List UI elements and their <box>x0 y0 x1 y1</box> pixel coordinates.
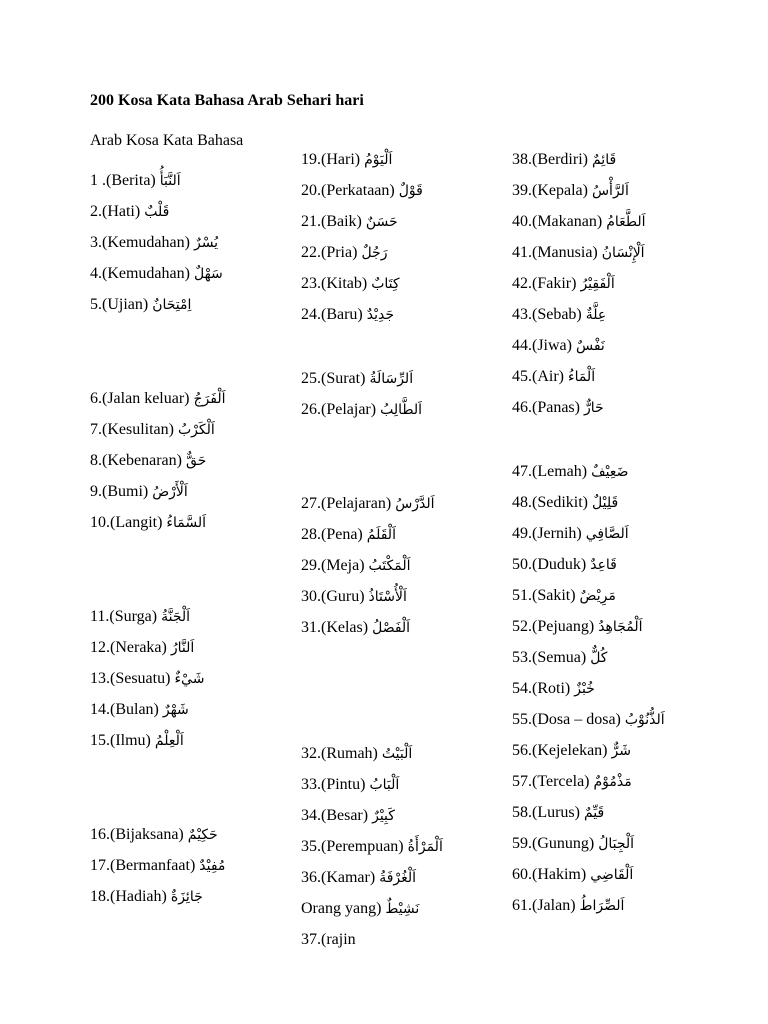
vocab-entry <box>301 618 410 638</box>
vocab-entry <box>301 775 399 795</box>
vocab-label: 15.(Ilmu) <box>90 732 151 749</box>
vocab-entry <box>512 524 629 544</box>
vocab-entry <box>512 710 665 730</box>
vocab-arabic: شَيْءٌ <box>174 671 205 687</box>
vocab-entry <box>512 555 617 575</box>
vocab-arabic: حَسَنٌ <box>365 214 398 230</box>
vocab-label: 45.(Air) <box>512 368 564 385</box>
vocab-arabic: خُبْزٌ <box>574 681 595 697</box>
vocab-arabic: قَيِّمٌ <box>583 805 605 821</box>
vocab-entry <box>512 586 616 606</box>
vocab-entry <box>90 638 194 658</box>
vocab-label: 20.(Perkataan) <box>301 182 395 199</box>
vocab-entry <box>301 744 412 764</box>
vocab-label: 21.(Baik) <box>301 213 362 230</box>
vocab-label: 35.(Perempuan) <box>301 838 404 855</box>
vocab-entry <box>90 731 184 751</box>
vocab-label: 36.(Kamar) <box>301 869 376 886</box>
page-title: 200 Kosa Kata Bahasa Arab Sehari hari <box>90 92 364 109</box>
vocab-label: 51.(Sakit) <box>512 587 576 604</box>
vocab-entry <box>90 264 223 284</box>
vocab-arabic: اَلرِّسَالَةُ <box>369 371 414 387</box>
vocab-entry <box>512 367 595 387</box>
vocab-label: 29.(Meja) <box>301 557 365 574</box>
vocab-label: Orang yang) <box>301 900 382 917</box>
vocab-label: 48.(Sedikit) <box>512 494 588 511</box>
vocab-entry <box>90 233 218 253</box>
vocab-arabic: اَلْفَصْلُ <box>372 620 411 636</box>
vocab-entry <box>512 212 646 232</box>
vocab-entry <box>512 181 629 201</box>
vocab-arabic: كَبِيْرٌ <box>372 808 395 824</box>
vocab-entry <box>301 556 410 576</box>
vocab-entry <box>512 772 632 792</box>
vocab-arabic: عِلَّةٌ <box>585 307 607 323</box>
vocab-arabic: اَلْأُسْتَاذُ <box>368 589 407 605</box>
vocab-entry <box>512 243 645 263</box>
vocab-label: 33.(Pintu) <box>301 776 366 793</box>
vocab-entry <box>512 462 628 482</box>
vocab-arabic: اَلنَّبَأُ <box>159 173 181 189</box>
vocab-entry <box>301 181 423 201</box>
vocab-arabic: مَذْمُوْمٌ <box>593 774 632 790</box>
vocab-arabic: اَلطَّالِبُ <box>380 402 422 418</box>
vocab-entry <box>301 525 396 545</box>
vocab-label: 16.(Bijaksana) <box>90 826 184 843</box>
vocab-label: 11.(Surga) <box>90 608 158 625</box>
vocab-entry <box>512 150 616 170</box>
vocab-label: 46.(Panas) <box>512 399 580 416</box>
vocab-label: 49.(Jernih) <box>512 525 582 542</box>
vocab-arabic: اَلنَّارُ <box>170 640 195 656</box>
vocab-arabic: اَلْقَاضِي <box>590 867 634 883</box>
vocab-arabic: اَلصَّافِي <box>585 526 629 542</box>
vocab-arabic: اَلدَّرْسُ <box>395 496 435 512</box>
vocab-arabic: اَلْأَرْضُ <box>152 484 188 500</box>
vocab-entry <box>512 803 604 823</box>
vocab-label: 56.(Kejelekan) <box>512 742 608 759</box>
vocab-arabic: اَلْبَيْتُ <box>381 746 413 762</box>
vocab-arabic: قَاعِدٌ <box>590 557 617 573</box>
vocab-arabic: اَلْيَوْمُ <box>364 152 393 168</box>
vocab-label: 23.(Kitab) <box>301 275 368 292</box>
vocab-label: 39.(Kepala) <box>512 182 588 199</box>
vocab-entry <box>301 305 394 325</box>
vocab-entry <box>90 389 226 409</box>
vocab-label: 26.(Pelajar) <box>301 401 377 418</box>
vocab-entry <box>512 336 605 356</box>
vocab-label: 9.(Bumi) <box>90 483 149 500</box>
vocab-label: 31.(Kelas) <box>301 619 369 636</box>
vocab-label: 18.(Hadiah) <box>90 888 167 905</box>
vocab-label: 59.(Gunung) <box>512 835 595 852</box>
vocab-label: 41.(Manusia) <box>512 244 598 261</box>
vocab-label: 17.(Bermanfaat) <box>90 857 196 874</box>
vocab-label: 25.(Surat) <box>301 370 366 387</box>
vocab-label: 3.(Kemudahan) <box>90 234 190 251</box>
vocab-arabic: حَكِيْمٌ <box>187 827 218 843</box>
vocab-label: 61.(Jalan) <box>512 897 576 914</box>
vocab-arabic: قَلْبٌ <box>144 204 170 220</box>
vocab-entry <box>301 587 407 607</box>
vocab-label: 27.(Pelajaran) <box>301 495 392 512</box>
vocab-entry <box>301 274 400 294</box>
vocab-arabic: شَهْرٌ <box>162 702 189 718</box>
vocab-label: 44.(Jiwa) <box>512 337 572 354</box>
vocab-entry <box>301 212 398 232</box>
vocab-entry <box>301 930 360 950</box>
vocab-arabic: قَلِيْلٌ <box>592 495 619 511</box>
vocab-arabic: اَلْإِنْسَانُ <box>601 245 645 261</box>
vocab-entry <box>512 617 643 637</box>
vocab-label: 54.(Roti) <box>512 680 571 697</box>
vocab-arabic: ضَعِيْفٌ <box>591 464 629 480</box>
vocab-arabic: يُسْرٌ <box>193 235 219 251</box>
vocab-entry <box>512 274 615 294</box>
vocab-entry <box>301 868 416 888</box>
vocab-label: 13.(Sesuatu) <box>90 670 171 687</box>
vocab-arabic: شَرٌّ <box>611 743 631 759</box>
vocab-arabic: اَلْفَرَجُ <box>193 391 226 407</box>
vocab-arabic: اَلْكَرْبُ <box>177 422 215 438</box>
vocab-label: 53.(Semua) <box>512 649 587 666</box>
vocab-label: 8.(Kebenaran) <box>90 452 182 469</box>
vocab-arabic: مُفِيْدٌ <box>199 858 226 874</box>
vocab-label: 2.(Hati) <box>90 203 141 220</box>
vocab-entry <box>301 400 422 420</box>
vocab-entry <box>90 513 206 533</box>
vocab-entry <box>301 899 419 919</box>
vocab-entry <box>90 295 191 315</box>
vocab-arabic: جَدِيْدٌ <box>366 307 395 323</box>
vocab-entry <box>90 825 218 845</box>
vocab-arabic: اَلْفَقِيْرُ <box>580 276 615 292</box>
vocab-entry <box>90 482 188 502</box>
vocab-entry <box>512 398 604 418</box>
vocab-arabic: اَلسَّمَاءُ <box>166 515 207 531</box>
vocab-label: 22.(Pria) <box>301 244 358 261</box>
vocab-label: 40.(Makanan) <box>512 213 603 230</box>
vocab-entry <box>512 865 633 885</box>
vocab-label: 55.(Dosa – dosa) <box>512 711 621 728</box>
vocab-entry <box>512 305 606 325</box>
vocab-entry <box>512 741 631 761</box>
vocab-entry <box>90 420 215 440</box>
vocab-label: 7.(Kesulitan) <box>90 421 174 438</box>
vocab-label: 43.(Sebab) <box>512 306 582 323</box>
vocab-entry <box>301 494 435 514</box>
vocab-label: 10.(Langit) <box>90 514 163 531</box>
vocab-label: 34.(Besar) <box>301 807 369 824</box>
vocab-label: 58.(Lurus) <box>512 804 580 821</box>
page-subtitle: Arab Kosa Kata Bahasa <box>90 132 244 149</box>
vocab-arabic: اَلذُّنُوْبُ <box>624 712 665 728</box>
vocab-arabic: اَلطَّعَامُ <box>606 214 646 230</box>
vocab-entry <box>90 607 190 627</box>
vocab-entry <box>512 834 634 854</box>
vocab-entry <box>301 243 387 263</box>
vocab-entry <box>512 679 595 699</box>
vocab-label: 30.(Guru) <box>301 588 365 605</box>
vocab-entry <box>90 202 169 222</box>
vocab-arabic: اَلْبَابُ <box>369 777 400 793</box>
vocab-arabic: اَلْمَكْتَبُ <box>368 558 411 574</box>
vocab-arabic: قَوْلٌ <box>398 183 423 199</box>
vocab-label: 1 .(Berita) <box>90 172 156 189</box>
vocab-arabic: كِتَابٌ <box>371 276 400 292</box>
vocab-label: 57.(Tercela) <box>512 773 590 790</box>
vocab-arabic: سَهْلٌ <box>193 266 223 282</box>
vocab-entry <box>301 369 413 389</box>
vocab-label: 47.(Lemah) <box>512 463 588 480</box>
vocab-entry <box>512 648 607 668</box>
vocab-entry <box>90 856 225 876</box>
vocab-label: 6.(Jalan keluar) <box>90 390 190 407</box>
vocab-arabic: اَلْعِلْمُ <box>154 733 184 749</box>
vocab-label: 5.(Ujian) <box>90 296 149 313</box>
vocab-arabic: جَائِزَةٌ <box>170 889 203 905</box>
vocab-label: 12.(Neraka) <box>90 639 167 656</box>
vocab-entry <box>301 150 392 170</box>
vocab-arabic: اَلصِّرَاطُ <box>579 898 625 914</box>
vocab-label: 37.(rajin <box>301 931 356 948</box>
vocab-label: 28.(Pena) <box>301 526 363 543</box>
vocab-arabic: اَلرَّأْسُ <box>591 183 629 199</box>
vocab-arabic: اَلْغُرْفَةُ <box>379 870 417 886</box>
vocab-arabic: نَشِيْطٌ <box>385 901 420 917</box>
vocab-label: 50.(Duduk) <box>512 556 587 573</box>
vocab-entry <box>90 669 204 689</box>
vocab-entry <box>90 171 181 191</box>
vocab-arabic: حَارٌّ <box>583 400 604 416</box>
vocab-arabic: مَرِيْضٌ <box>579 588 616 604</box>
vocab-arabic: اَلْجِبَالُ <box>598 836 635 852</box>
vocab-label: 52.(Pejuang) <box>512 618 595 635</box>
vocab-label: 38.(Berdiri) <box>512 151 588 168</box>
vocab-entry <box>90 451 206 471</box>
vocab-entry <box>512 896 624 916</box>
vocab-arabic: اَلْقَلَمُ <box>366 527 396 543</box>
vocab-entry <box>512 493 618 513</box>
vocab-entry <box>90 700 189 720</box>
vocab-arabic: حَقٌّ <box>185 453 207 469</box>
vocab-arabic: نَفْسٌ <box>575 338 605 354</box>
vocab-arabic: قَائِمٌ <box>591 152 617 168</box>
vocab-arabic: اَلْمَرْأَةُ <box>407 839 443 855</box>
vocab-arabic: اِمْتِحَانٌ <box>152 297 192 313</box>
vocab-entry <box>301 837 443 857</box>
vocab-label: 42.(Fakir) <box>512 275 577 292</box>
vocab-arabic: كُلٌّ <box>590 650 608 666</box>
vocab-label: 4.(Kemudahan) <box>90 265 190 282</box>
vocab-label: 60.(Hakim) <box>512 866 587 883</box>
vocab-entry <box>90 887 203 907</box>
vocab-label: 24.(Baru) <box>301 306 363 323</box>
vocab-arabic: اَلْمُجَاهِدُ <box>598 619 643 635</box>
vocab-entry <box>301 806 395 826</box>
vocab-arabic: اَلْجَنَّةُ <box>161 609 191 625</box>
vocab-arabic: رَجُلٌ <box>361 245 388 261</box>
vocab-label: 32.(Rumah) <box>301 745 378 762</box>
vocab-label: 19.(Hari) <box>301 151 361 168</box>
vocab-label: 14.(Bulan) <box>90 701 159 718</box>
vocab-arabic: اَلْمَاءُ <box>567 369 596 385</box>
